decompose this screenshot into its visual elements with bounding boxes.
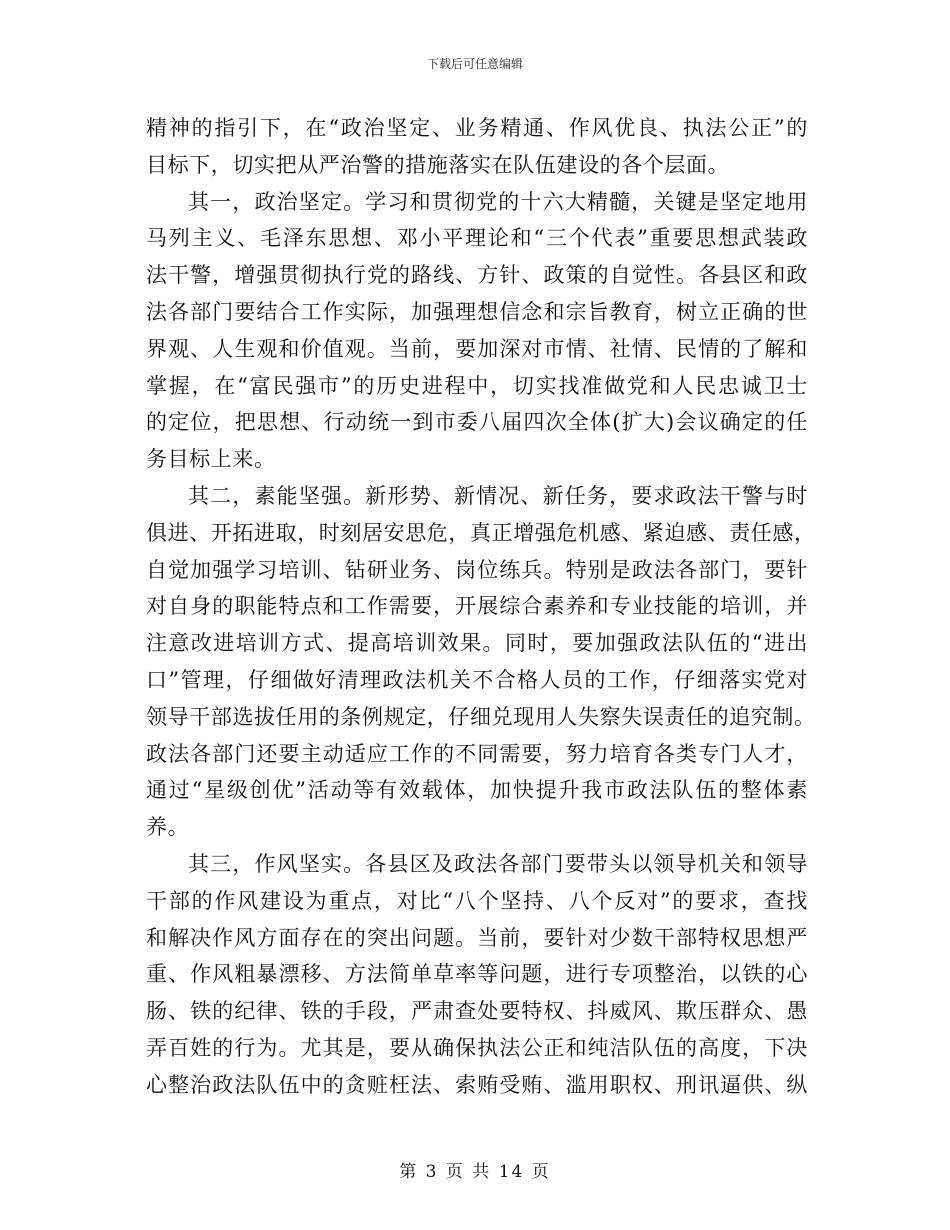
text-line: 法各部门要结合工作实际，加强理想信念和宗旨教育，树立正确的世 bbox=[146, 299, 808, 324]
text-line: 对自身的职能特点和工作需要，开展综合素养和专业技能的培训，并 bbox=[146, 594, 808, 619]
text-line: 口”管理，仔细做好清理政法机关不合格人员的工作，仔细落实党对 bbox=[146, 667, 808, 692]
page-header: 下载后可任意编辑 bbox=[426, 57, 523, 71]
text-line: 领导干部选拔任用的条例规定，仔细兑现用人失察失误责任的追究制。 bbox=[146, 704, 816, 729]
text-line: 掌握，在“富民强市”的历史进程中，切实找准做党和人民忠诚卫士 bbox=[146, 373, 808, 398]
text-line: 界观、人生观和价值观。当前，要加深对市情、社情、民情的了解和 bbox=[146, 336, 808, 361]
text-line: 弄百姓的行为。尤其是，要从确保执法公正和纯洁队伍的高度，下决 bbox=[146, 1035, 808, 1060]
text-line: 通过“星级创优”活动等有效载体，加快提升我市政法队伍的整体素 bbox=[146, 778, 808, 803]
text-line: 俱进、开拓进取，时刻居安思危，真正增强危机感、紧迫感、责任感， bbox=[146, 520, 816, 545]
text-line: 和解决作风方面存在的突出问题。当前，要针对少数干部特权思想严 bbox=[146, 925, 808, 950]
page-number-footer: 第 3 页 共 14 页 bbox=[399, 1162, 551, 1182]
text-line: 精神的指引下，在“政治坚定、业务精通、作风优良、执法公正”的 bbox=[146, 116, 808, 140]
text-line: 务目标上来。 bbox=[146, 447, 276, 472]
text-line: 法干警，增强贯彻执行党的路线、方针、政策的自觉性。各县区和政 bbox=[146, 263, 808, 288]
body-text bbox=[146, 110, 816, 1104]
paragraph-start-line: 其一，政治坚定。学习和贯彻党的十六大精髓，关键是坚定地用 bbox=[188, 189, 808, 214]
text-line: 心整治政法队伍中的贪赃枉法、索贿受贿、滥用职权、刑讯逼供、纵 bbox=[146, 1072, 808, 1097]
text-line: 注意改进培训方式、提高培训效果。同时，要加强政法队伍的“进出 bbox=[146, 631, 808, 656]
text-line: 养。 bbox=[146, 815, 190, 840]
text-line: 重、作风粗暴漂移、方法简单草率等问题，进行专项整治，以铁的心 bbox=[146, 962, 808, 987]
text-line: 干部的作风建设为重点，对比“八个坚持、八个反对”的要求，查找 bbox=[146, 888, 808, 913]
text-line: 马列主义、毛泽东思想、邓小平理论和“三个代表”重要思想武装政 bbox=[146, 226, 808, 251]
text-line: 的定位，把思想、行动统一到市委八届四次全体(扩大)会议确定的任 bbox=[146, 410, 808, 435]
text-line: 政法各部门还要主动适应工作的不同需要，努力培育各类专门人才， bbox=[146, 741, 808, 766]
text-line: 目标下，切实把从严治警的措施落实在队伍建设的各个层面。 bbox=[146, 152, 730, 177]
paragraph-start-line: 其二，素能坚强。新形势、新情况、新任务，要求政法干警与时 bbox=[188, 483, 808, 508]
text-line: 自觉加强学习培训、钻研业务、岗位练兵。特别是政法各部门，要针 bbox=[146, 557, 808, 582]
text-line: 肠、铁的纪律、铁的手段，严肃查处要特权、抖威风、欺压群众、愚 bbox=[146, 999, 808, 1024]
paragraph-start-line: 其三，作风坚实。各县区及政法各部门要带头以领导机关和领导 bbox=[188, 851, 808, 876]
